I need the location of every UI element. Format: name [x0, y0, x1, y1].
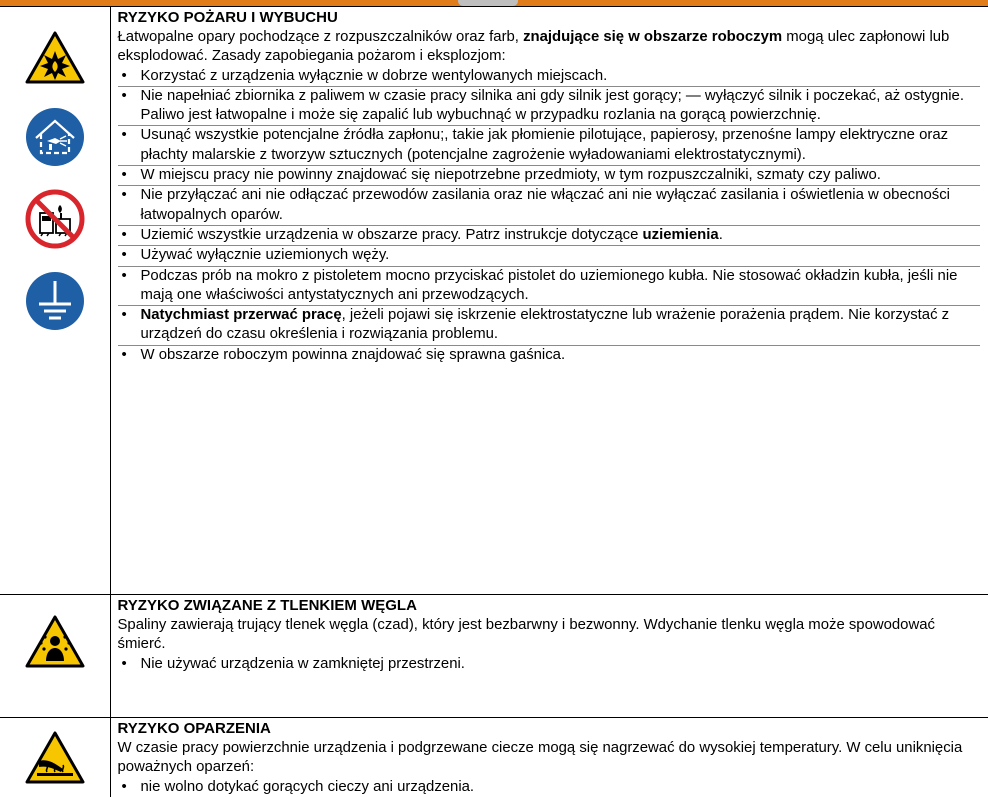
carbon-monoxide-warning-icon [25, 615, 85, 669]
burn-icons-cell [0, 718, 110, 797]
co-icons-cell [0, 595, 110, 718]
grounding-link-text: uziemienia [642, 226, 719, 243]
intro-emphasis: znajdujące się w obszarze roboczym [523, 29, 783, 45]
stop-text: , jeżeli pojawi się iskrzenie elektrostatyczne lub wrażenie porażenia prądem. Nie korzystać z urządzeń do czasu określenia i rozwiązania problemu. [140, 307, 950, 343]
list-item-stop [118, 306, 981, 346]
fire-hazard-list [118, 67, 981, 365]
burn-hazard-list [118, 778, 981, 797]
co-hazard-intro: Spaliny zawierają trujący tlenek węgla (czad), który jest bezbarwny i bezwonny. Wdychanie tlenku węgla może spowodować śmierć. [117, 617, 935, 653]
hot-surface-warning-icon [25, 731, 85, 785]
ventilate-area-icon [25, 107, 85, 167]
list-item: • Usunąć wszystkie potencjalne źródła zapłonu;, takie jak płomienie pilotujące, papierosy, przenośne lampy elektryczne oraz płachty malarskie z tworzyw sztucznych (potencjalne zagrożenie wyładowaniami elektrostatycznymi). [118, 126, 981, 166]
burn-hazard-row [0, 718, 988, 797]
burn-hazard-intro: W czasie pracy powierzchnie urządzenia i podgrzewane ciecze mogą się nagrzewać do wysokiej temperatury. W celu uniknięcia poważnych oparzeń: [117, 740, 963, 776]
list-item-grounding [118, 226, 981, 246]
hazard-table [0, 6, 988, 797]
fire-hazard-text [110, 7, 988, 595]
list-item: • Nie napełniać zbiornika z paliwem w czasie pracy silnika ani gdy silnik jest gorący; — wyłączyć silnik i poczekać, aż ostygnie. Paliwo jest łatwopalne i może się zapalić lub wybuchnąć w przypadku rozlania na gorącą powierzchnię. [118, 87, 981, 127]
fire-icons-cell [0, 7, 110, 595]
co-hazard-title: RYZYKO ZWIĄZANE Z TLENKIEM WĘGLA [117, 597, 417, 614]
fire-hazard-row [0, 7, 988, 595]
no-ignition-sources-icon [25, 189, 85, 249]
grounding-period: . [718, 226, 723, 243]
intro-text-end: mogą ulec zapłonowi lub eksplodować. Zasady zapobiegania pożarom i eksplozjom: [117, 29, 950, 65]
list-item: • W obszarze roboczym powinna znajdować się sprawna gaśnica. [118, 346, 981, 365]
list-item: • Korzystać z urządzenia wyłącznie w dobrze wentylowanych miejscach. [118, 67, 981, 87]
fire-hazard-title: RYZYKO POŻARU I WYBUCHU [117, 9, 338, 26]
fire-hazard-intro [118, 28, 981, 67]
fire-explosion-warning-icon [25, 31, 85, 85]
burn-hazard-title: RYZYKO OPARZENIA [117, 720, 271, 737]
list-item: • W miejscu pracy nie powinny znajdować się niepotrzebne przedmioty, w tym rozpuszczalniki, szmaty czy paliwo. [118, 166, 981, 186]
list-item: • Używać wyłącznie uziemionych węży. [118, 246, 981, 266]
intro-text: Łatwopalne opary pochodzące z rozpuszczalników oraz farb, [117, 29, 524, 45]
co-hazard-list [118, 655, 981, 674]
list-item: • nie wolno dotykać gorących cieczy ani urządzenia. [118, 778, 981, 797]
stop-emphasis: Natychmiast przerwać pracę [140, 307, 342, 324]
list-item: • Podczas prób na mokro z pistoletem mocno przyciskać pistolet do uziemionego kubła. Nie stosować okładzin kubła, jeśli nie mają one właściwości antystatycznych ani przewodzących. [118, 267, 981, 307]
ground-equipment-icon [25, 271, 85, 331]
list-item: • Nie używać urządzenia w zamkniętej przestrzeni. [118, 655, 981, 674]
grounding-text: Uziemić wszystkie urządzenia w obszarze pracy. Patrz instrukcje dotyczące [140, 226, 643, 243]
burn-hazard-text [110, 718, 988, 797]
list-item: • Nie przyłączać ani nie odłączać przewodów zasilania oraz nie włączać ani nie wyłączać zasilania i oświetlenia w obecności łatwopalnych oparów. [118, 186, 981, 226]
carbon-monoxide-text [110, 595, 988, 718]
carbon-monoxide-row [0, 595, 988, 718]
